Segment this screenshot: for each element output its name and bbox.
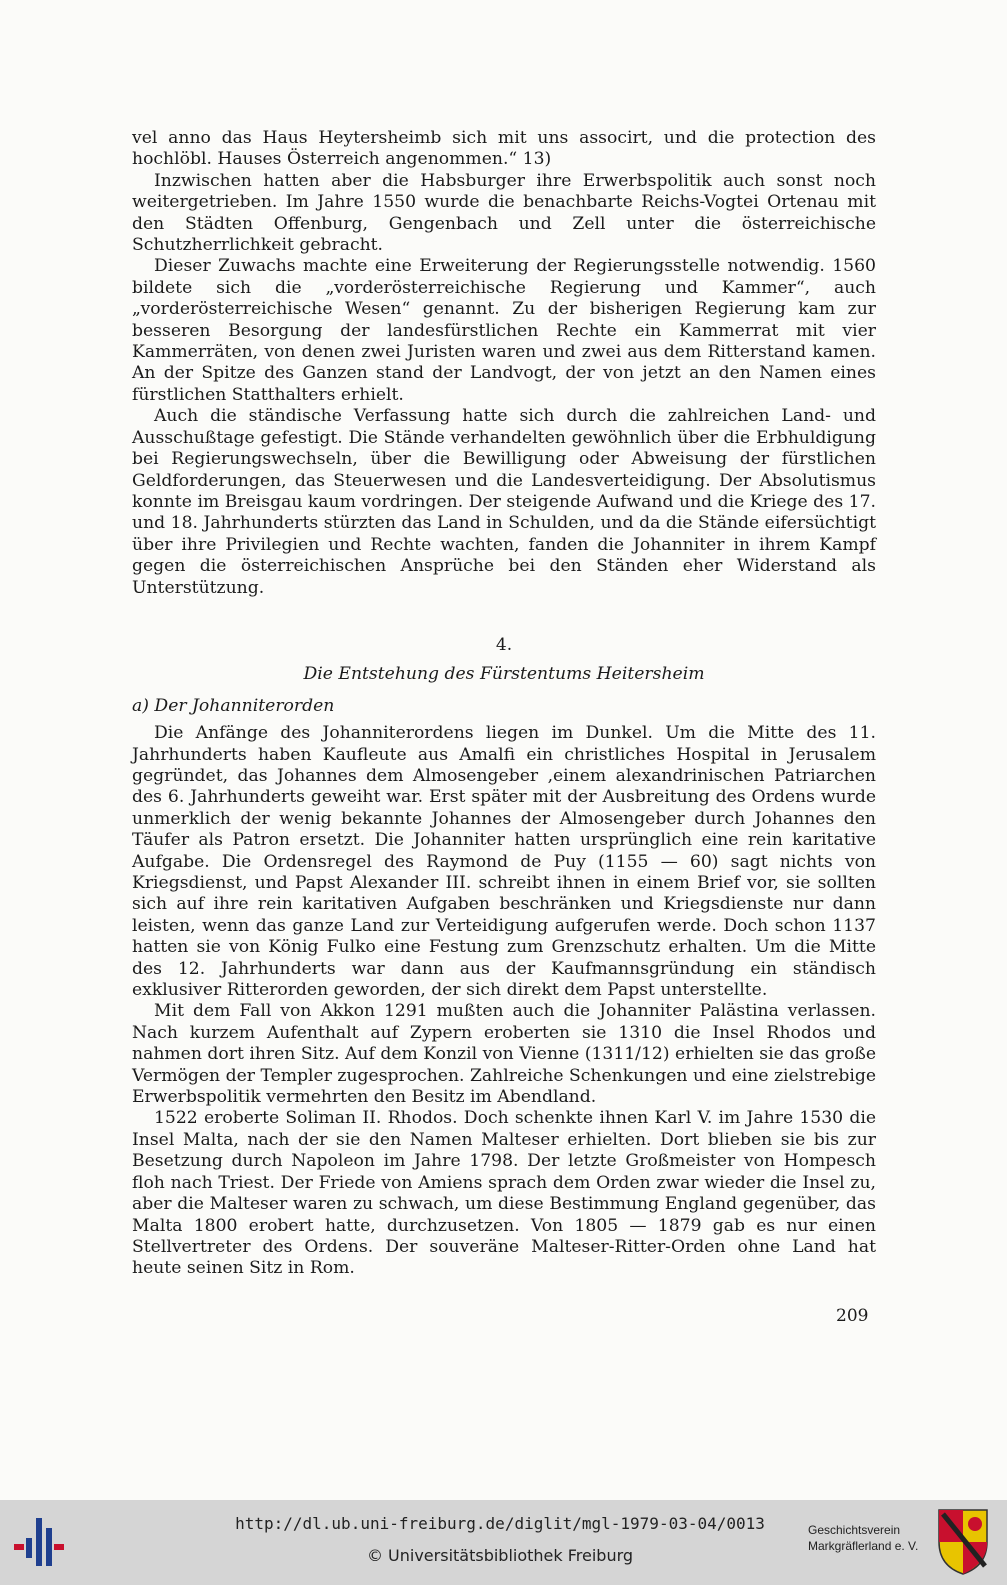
coat-of-arms-icon xyxy=(935,1506,991,1576)
paragraph: Auch die ständische Verfassung hatte sich durch die zahlreichen Land- und Ausschußtage gefestigt. Die Stände verhandelten gewöhnlich über die Erbhuldigung bei Regierungswechseln, über die Bewilligung oder Abweisung der fürstlichen Geldforderungen, das Steuerwesen und die Landesverteidigung. Der Absolutismus konnte im Breisgau kaum vordringen. Der steigende Aufwand und die Kriege des 17. und 18. Jahrhunderts stürzten das Land in Schulden, und da die Stände eifersüchtigt über ihre Privilegien und Rechte wachten, fanden die Johanniter in ihrem Kampf gegen die österreichischen Ansprüche bei den Ständen eher Widerstand als Unterstützung. xyxy=(132,406,876,598)
paragraph: Die Anfänge des Johanniterordens liegen im Dunkel. Um die Mitte des 11. Jahrhunderts haben Kaufleute aus Amalfi ein christliches Hospital in Jerusalem gegründet, das Johannes dem Almosengeber ‚einem alexandrinischen Patriarchen des 6. Jahrhunderts geweiht war. Erst später mit der Ausbreitung des Ordens wurde unmerklich der wenig bekannte Johannes der Almosengeber durch Johannes den Täufer als Patron ersetzt. Die Johanniter hatten ursprünglich eine rein karitative Aufgabe. Die Ordensregel des Raymond de Puy (1155 — 60) sagt nichts von Kriegsdienst, und Papst Alexander III. schreibt ihnen in einem Brief vor, sie sollten sich auf ihre rein karitativen Aufgaben beschränken und Kriegsdienste nur dann leisten, wenn das ganze Land zur Verteidigung aufgerufen werde. Doch schon 1137 hatten sie von König Fulko eine Festung zum Grenzschutz erhalten. Um die Mitte des 12. Jahrhunderts war dann aus der Kaufmannsgründung ein ständisch exklusiver Ritterorden geworden, der sich direkt dem Papst unterstellte. xyxy=(132,723,876,1001)
paragraph: Mit dem Fall von Akkon 1291 mußten auch die Johanniter Palästina verlassen. Nach kurzem Aufenthalt auf Zypern eroberten sie 1310 die Insel Rhodos und nahmen dort ihren Sitz. Auf dem Konzil von Vienne (1311/12) erhielten sie das große Vermögen der Templer zugesprochen. Zahlreiche Schenkungen und eine zielstrebige Erwerbspolitik vermehrten den Besitz im Abendland. xyxy=(132,1001,876,1108)
section-title: Die Entstehung des Fürstentums Heitersheim xyxy=(303,664,705,685)
society-name xyxy=(808,1522,928,1554)
paragraph: 1522 eroberte Soliman II. Rhodos. Doch schenkte ihnen Karl V. im Jahre 1530 die Insel Malta, nach der sie den Namen Malteser erhielten. Dort blieben sie bis zur Besetzung durch Napoleon im Jahre 1798. Der letzte Großmeister von Hompesch floh nach Triest. Der Friede von Amiens sprach dem Orden zwar wieder die Insel zu, aber die Malteser waren zu schwach, um diese Bestimmung England gegenüber, das Malta 1800 erobert hatte, durchzusetzen. Von 1805 — 1879 gab es nur einen Stellvertreter des Ordens. Der souveräne Malteser-Ritter-Orden ohne Land hat heute seinen Sitz in Rom. xyxy=(132,1108,876,1279)
society-line-2: Markgräflerland e. V. xyxy=(808,1539,919,1553)
subsection-title: a) Der Johanniterorden xyxy=(132,695,335,716)
section-number: 4. xyxy=(495,634,513,655)
page-number: 209 xyxy=(836,1306,869,1326)
ub-freiburg-logo-icon xyxy=(14,1514,66,1570)
paragraph: vel anno das Haus Heytersheimb sich mit uns associrt, und die protection des hochlöbl. Hauses Österreich angenommen.“ 13) xyxy=(132,128,876,170)
copyright-text: © Universitätsbibliothek Freiburg xyxy=(366,1546,634,1565)
source-url-link[interactable]: http://dl.ub.uni-freiburg.de/diglit/mgl-1979-03-04/0013 xyxy=(235,1514,765,1533)
society-line-1: Geschichtsverein xyxy=(808,1523,901,1537)
paragraph: Inzwischen hatten aber die Habsburger ihre Erwerbspolitik auch sonst noch weitergetrieben. Im Jahre 1550 wurde die benachbarte Reichs-Vogtei Ortenau mit den Städten Offenburg, Gengenbach und Zell unter die österreichische Schutzherrlichkeit gebracht. xyxy=(132,170,876,256)
paragraph: Dieser Zuwachs machte eine Erweiterung der Regierungsstelle notwendig. 1560 bildete sich die „vorderösterreichische Regierung und Kammer“, auch „vorderösterreichische Wesen“ genannt. Zu der bisherigen Regierung kam zur besseren Besorgung der landesfürstlichen Rechte ein Kammerrat mit vier Kammerräten, von denen zwei Juristen waren und zwei aus dem Ritterstand kamen. An der Spitze des Ganzen stand der Landvogt, der von jetzt an den Namen eines fürstlichen Statthalters erhielt. xyxy=(132,256,876,405)
footer-bar xyxy=(0,1500,1007,1585)
body-text xyxy=(132,128,876,1280)
